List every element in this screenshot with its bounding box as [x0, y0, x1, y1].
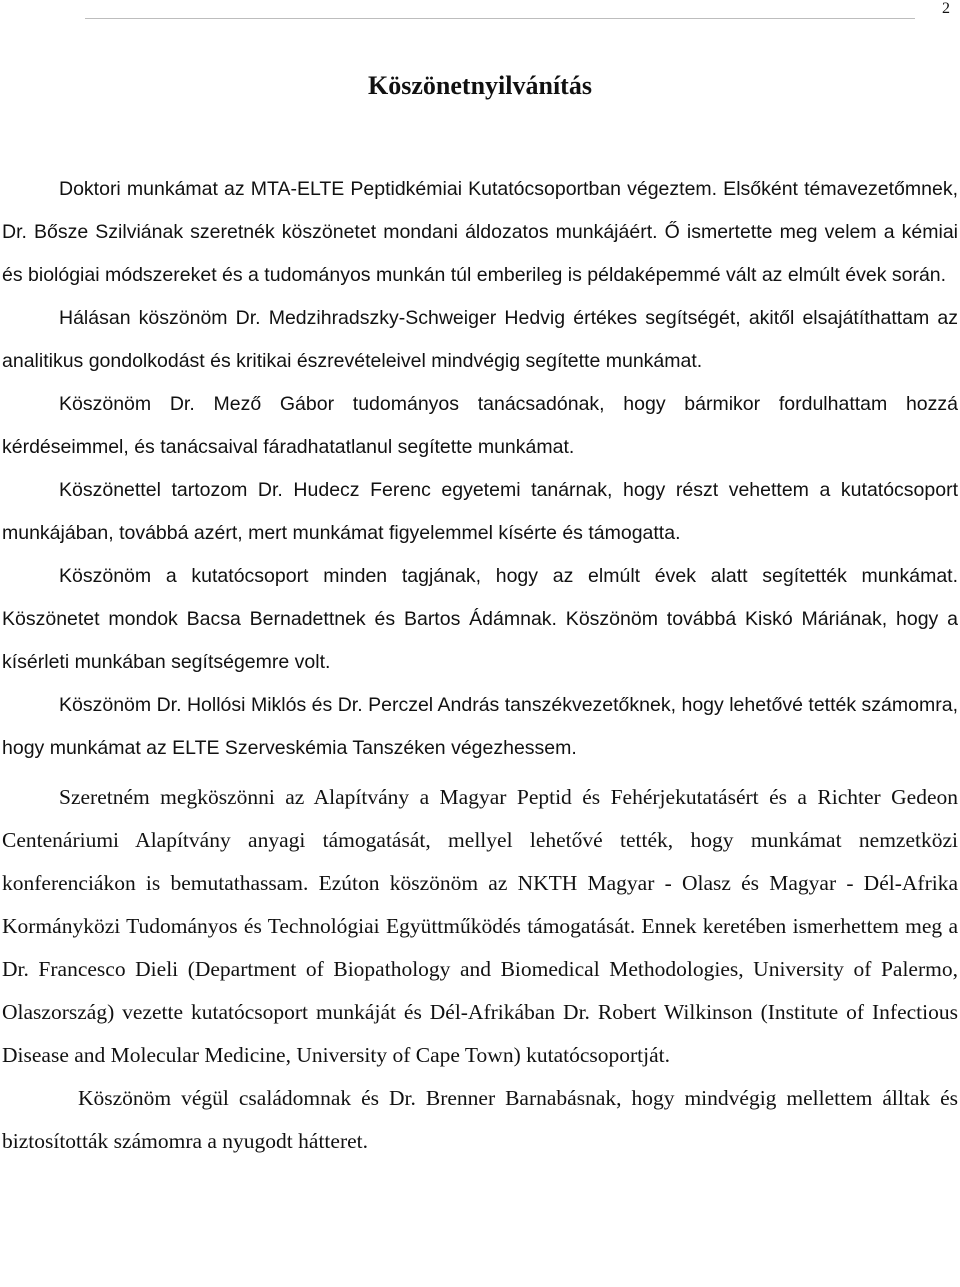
page-number: 2 [942, 0, 950, 17]
paragraph-medzihradszky: Hálásan köszönöm Dr. Medzihradszky-Schweiger Hedvig értékes segítségét, akitől elsajátíthattam az analitikus gondolkodást és kritikai észrevételeivel mindvégig segítette munkámat. [2, 307, 958, 372]
paragraph-hudecz: Köszönettel tartozom Dr. Hudecz Ferenc egyetemi tanárnak, hogy részt vehettem a kutatócsoport munkájában, továbbá azért, mert munkámat figyelemmel kísérte és támogatta. [2, 479, 958, 544]
paragraph-family: Köszönöm végül családomnak és Dr. Brenner Barnabásnak, hogy mindvégig mellettem álltak és biztosították számomra a nyugodt hátteret. [2, 1086, 958, 1153]
paragraph-supervisor: Doktori munkámat az MTA-ELTE Peptidkémiai Kutatócsoportban végeztem. Elsőként témavezetőmnek, Dr. Bősze Szilviának szeretnék köszönetet mondani áldozatos munkájáért. Ő ismertette meg velem a kémiai és biológiai módszereket és a tudományos munkán túl emberileg is példaképemmé vált az elmúlt évek során. [2, 178, 958, 286]
paragraph-mezo: Köszönöm Dr. Mező Gábor tudományos tanácsadónak, hogy bármikor fordulhattam hozzá kérdéseimmel, és tanácsaival fáradhatatlanul segítette munkámat. [2, 393, 958, 458]
paragraph-research-group: Köszönöm a kutatócsoport minden tagjának, hogy az elmúlt évek alatt segítették munkámat. Köszönetet mondok Bacsa Bernadettnek és Bartos Ádámnak. Köszönöm továbbá Kiskó Máriának, hogy a kísérleti munkában segítségemre volt. [2, 565, 958, 673]
paragraph-funding: Szeretném megköszönni az Alapítvány a Magyar Peptid és Fehérjekutatásért és a Richter Gedeon Centenáriumi Alapítvány anyagi támogatását, mellyel lehetővé tették, hogy munkámat nemzetközi konferenciákon is bemutathassam. Ezúton köszönöm az NKTH Magyar - Olasz és Magyar - Dél-Afrika Kormányközi Tudományos és Technológiai Együttműködés támogatását. Ennek keretében ismerhettem meg a Dr. Francesco Dieli (Department of Biopathology and Biomedical Methodologies, University of Palermo, Olaszország) vezette kutatócsoport munkáját és Dél-Afrikában Dr. Robert Wilkinson (Institute of Infectious Disease and Molecular Medicine, University of Cape Town) kutatócsoportját. [2, 785, 958, 1067]
paragraph-department-heads: Köszönöm Dr. Hollósi Miklós és Dr. Perczel András tanszékvezetőknek, hogy lehetővé tették számomra, hogy munkámat az ELTE Szerveskémia Tanszéken végezhessem. [2, 694, 958, 759]
page-title: Köszönetnyilvánítás [368, 71, 592, 100]
header-rule [85, 18, 915, 19]
document-body [2, 168, 958, 1163]
